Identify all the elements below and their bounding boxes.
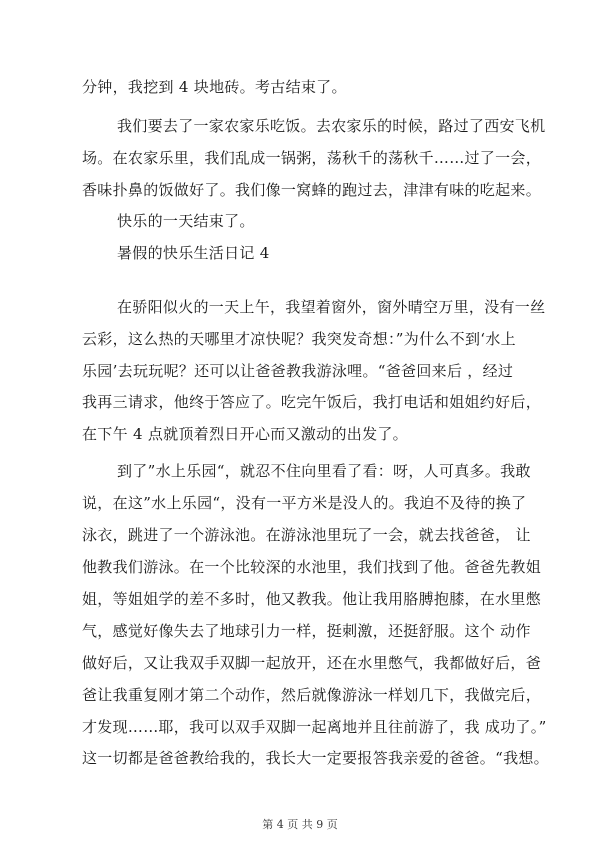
text-line: 到了”水上乐园“，就忍不住向里看了看：呀，人可真多。我敢 [117,462,531,480]
text-line: 姐，等姐姐学的差不多时，他又教我。他让我用胳膊抱膝，在水里憋 [82,590,542,608]
text-line: 说，在这”水上乐园“，没有一平方米是没人的。我迫不及待的换了 [82,494,527,512]
text-line: 才发现……耶，我可以双手双脚一起离地并且往前游了，我 成功了。” [82,718,547,736]
text-line: 快乐的一天结束了。 [117,212,255,230]
text-line: 气，感觉好像失去了地球引力一样，挺刺激，还挺舒服。这个 动作 [82,622,531,640]
text-line: 这一切都是爸爸教给我的，我长大一定要报答我亲爱的爸爸。“我想。 [82,749,549,767]
section-title: 暑假的快乐生活日记 4 [117,244,270,262]
text-line: 云彩，这么热的天哪里才凉快呢？我突发奇想：”为什么不到‘水上 [82,330,516,348]
text-line: 他教我们游泳。在一个比较深的水池里，我们找到了他。爸爸先教姐 [82,558,542,576]
text-line: 香味扑鼻的饭做好了。我们像一窝蜂的跑过去，津津有味的吃起来。 [82,181,542,199]
text-line: 在骄阳似火的一天上午，我望着窗外，窗外晴空万里，没有一丝 [117,298,546,316]
page-number: 第 4 页 共 9 页 [262,818,338,831]
text-line: 场。在农家乐里，我们乱成一锅粥，荡秋千的荡秋千……过了一会， [82,149,542,167]
text-line: 我再三请求，他终于答应了。吃完午饭后，我打电话和姐姐约好后， [82,393,542,411]
text-line: 分钟，我挖到 4 块地砖。考古结束了。 [82,78,347,96]
text-line: 乐园’去玩玩呢？还可以让爸爸教我游泳哩。“爸爸回来后 ，经过 [82,362,514,380]
text-line: 在下午 4 点就顶着烈日开心而又激动的出发了。 [82,425,408,443]
text-line: 泳衣，跳进了一个游泳池。在游泳池里玩了一会，就去找爸爸， 让 [82,526,531,544]
text-line: 我们要去了一家农家乐吃饭。去农家乐的时候，路过了西安飞机 [117,117,546,135]
text-line: 爸让我重复刚才第二个动作，然后就像游泳一样划几下，我做完后， [82,686,542,704]
text-line: 做好后，又让我双手双脚一起放开，还在水里憋气，我都做好后，爸 [82,654,542,672]
